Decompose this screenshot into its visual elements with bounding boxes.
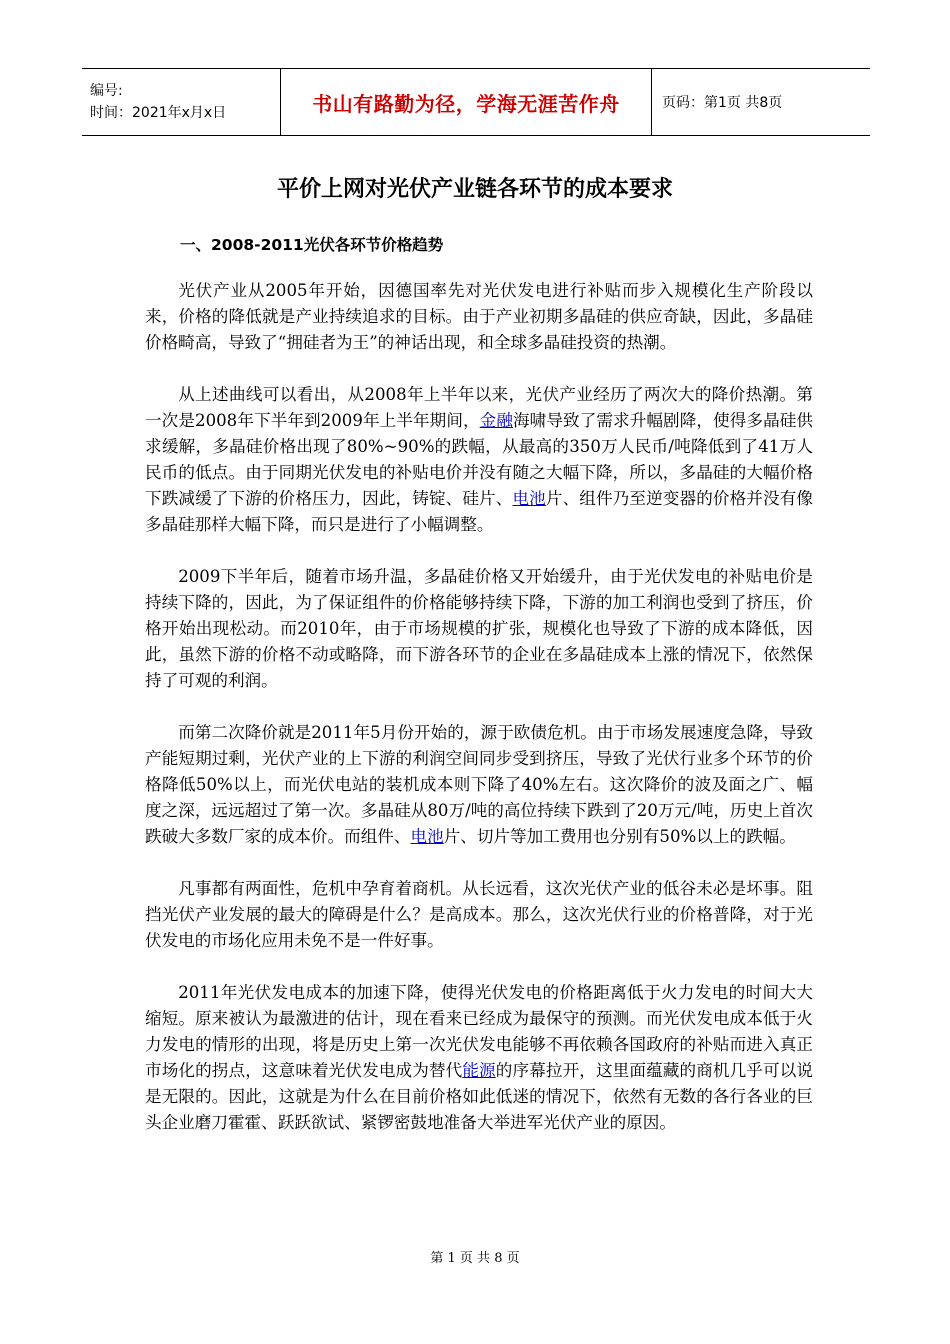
paragraph-1 [145, 278, 813, 356]
header-motto-cell [280, 69, 652, 135]
paragraph-3 [145, 564, 813, 694]
paragraph-2-text-a: 从上述曲线可以看出，从2008年上半年以来，光伏产业经历了两次大的降价热潮。第一次是2008年下半年到2009年上半年期间， [145, 385, 813, 430]
header-meta [82, 69, 280, 135]
link-battery-2[interactable]: 电池 [410, 827, 444, 846]
link-finance[interactable]: 金融 [479, 411, 514, 430]
paragraph-2-text-c: 片、组件乃至逆变器的价格并没有像多晶硅那样大幅下降，而只是进行了小幅调整。 [145, 489, 814, 534]
link-battery-1[interactable]: 电池 [512, 489, 546, 508]
header-page-info: 页码：第1页 共8页 [662, 95, 783, 111]
paragraph-3-text: 2009下半年后，随着市场升温，多晶硅价格又开始缓升，由于光伏发电的补贴电价是持续下降的，因此，为了保证组件的价格能够持续下降，下游的加工利润也受到了挤压，价格开始出现松动。而2010年，由于市场规模的扩张，规模化也导致了下游的成本降低，因此，虽然下游的价格不动或略降，而下游各环节的企业在多晶硅成本上涨的情况下，依然保持了可观的利润。 [145, 567, 813, 690]
paragraph-2 [145, 382, 813, 538]
section-heading-1: 一、2008-2011光伏各环节价格趋势 [180, 236, 444, 254]
header-date: 时间：2021年x月x日 [90, 105, 227, 121]
paragraph-6-text-b: 的序幕拉开，这里面蕴藏的商机几乎可以说是无限的。因此，这就是为什么在目前价格如此低迷的情况下，依然有无数的各行各业的巨头企业磨刀霍霍、跃跃欲试、紧锣密鼓地准备大举进军光伏产业的原因。 [145, 1061, 814, 1132]
paragraph-4 [145, 720, 813, 850]
document-title: 平价上网对光伏产业链各环节的成本要求 [276, 177, 673, 202]
header-number: 编号: [90, 83, 123, 99]
paragraph-6-text-a: 2011年光伏发电成本的加速下降，使得光伏发电的价格距离低于火力发电的时间大大缩短。原来被认为最激进的估计，现在看来已经成为最保守的预测。而光伏发电成本低于火力发电的情形的出现，将是历史上第一次光伏发电能够不再依赖各国政府的补贴而进入真正市场化的拐点，这意味着光伏发电成为替代 [145, 983, 813, 1080]
document-body [145, 278, 813, 1162]
link-energy[interactable]: 能源 [462, 1061, 496, 1080]
paragraph-4-text-b: 片、切片等加工费用也分别有50%以上的跌幅。 [443, 827, 796, 846]
paragraph-4-text-a: 而第二次降价就是2011年5月份开始的，源于欧债危机。由于市场发展速度急降，导致产能短期过剩，光伏产业的上下游的利润空间同步受到挤压，导致了光伏行业多个环节的价格降低50%以上，而光伏电站的装机成本则下降了40%左右。这次降价的波及面之广、幅度之深，远远超过了第一次。多晶硅从80万/吨的高位持续下跌到了20万元/吨，历史上首次跌破大多数厂家的成本价。而组件、 [145, 723, 813, 846]
paragraph-1-text: 光伏产业从2005年开始，因德国率先对光伏发电进行补贴而步入规模化生产阶段以来，价格的降低就是产业持续追求的目标。由于产业初期多晶硅的供应奇缺，因此，多晶硅价格畸高，导致了“拥硅者为王”的神话出现，和全球多晶硅投资的热潮。 [145, 281, 813, 352]
paragraph-5 [145, 876, 813, 954]
page-header [82, 68, 870, 136]
paragraph-5-text: 凡事都有两面性，危机中孕育着商机。从长远看，这次光伏产业的低谷未必是坏事。阻挡光伏产业发展的最大的障碍是什么？是高成本。那么，这次光伏行业的价格普降，对于光伏发电的市场化应用未免不是一件好事。 [145, 879, 813, 950]
paragraph-2-text-b: 海啸导致了需求升幅剧降，使得多晶硅供求缓解，多晶硅价格出现了80%~90%的跌幅，从最高的350万人民币/吨降低到了41万人民币的低点。由于同期光伏发电的补贴电价并没有随之大幅下降，所以，多晶硅的大幅价格下跌减缓了下游的价格压力，因此，铸锭、硅片、 [145, 411, 814, 508]
header-motto: 书山有路勤为径，学海无涯苦作舟 [312, 91, 620, 116]
paragraph-6 [145, 980, 813, 1136]
page-footer: 第 1 页 共 8 页 [430, 1251, 520, 1266]
